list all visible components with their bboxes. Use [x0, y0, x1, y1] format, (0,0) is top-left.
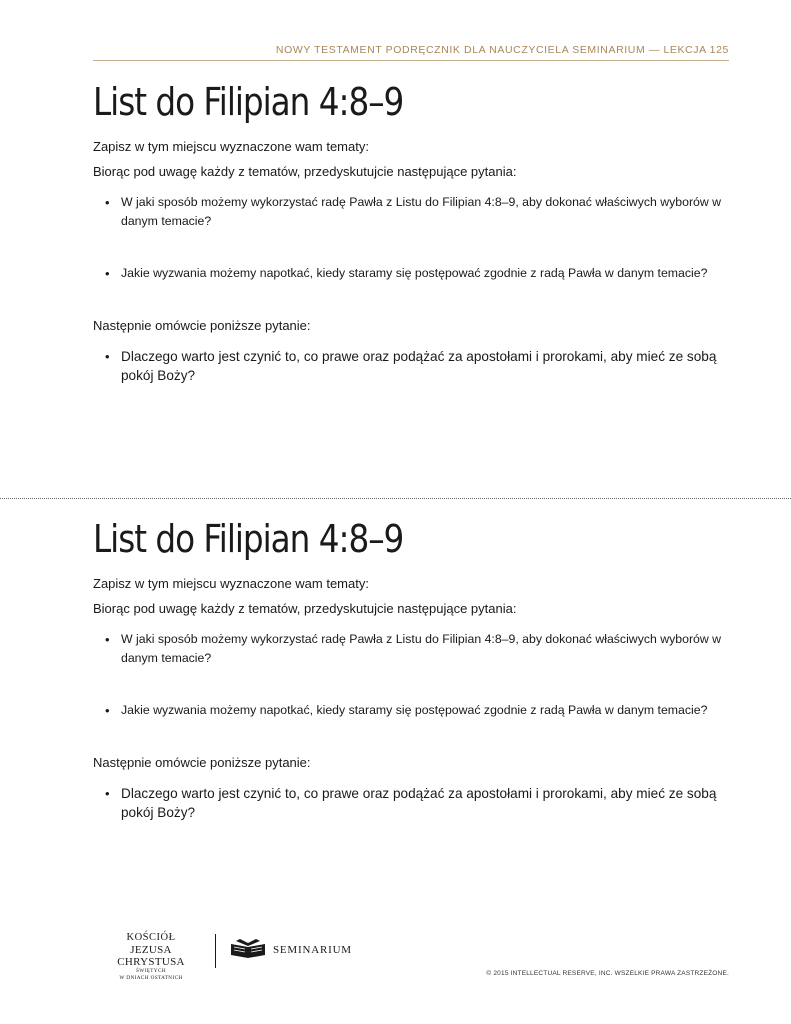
bullet-icon: •: [105, 632, 110, 647]
bullet-icon: •: [105, 349, 110, 364]
final-question-list: [93, 347, 733, 385]
question-text: W jaki sposób możemy wykorzystać radę Pawła z Listu do Filipian 4:8–9, aby dokonać właściwych wyborów w danym temacie?: [121, 195, 722, 228]
handout-top: [93, 80, 733, 420]
question-text: Jakie wyzwania możemy napotkać, kiedy staramy się postępować zgodnie z radą Pawła w danym temacie?: [121, 266, 708, 280]
question-text: Jakie wyzwania możemy napotkać, kiedy staramy się postępować zgodnie z radą Pawła w danym temacie?: [121, 703, 708, 717]
cut-line: [0, 498, 791, 499]
header-rule: [93, 60, 729, 61]
next-question-intro: Następnie omówcie poniższe pytanie:: [93, 755, 311, 770]
question-list: [93, 630, 733, 668]
running-header: NOWY TESTAMENT PODRĘCZNIK DLA NAUCZYCIELA SEMINARIUM — LEKCJA 125: [275, 44, 729, 56]
list-item: [93, 347, 733, 385]
topics-instruction: Zapisz w tym miejscu wyznaczone wam tematy:: [93, 576, 369, 591]
question-text: Dlaczego warto jest czynić to, co prawe oraz podążać za apostołami i prorokami, aby mieć ze sobą pokój Boży?: [121, 786, 717, 820]
copyright-notice: © 2015 INTELLECTUAL RESERVE, INC. WSZELKIE PRAWA ZASTRZEŻONE.: [486, 970, 729, 977]
church-logo: [96, 932, 206, 982]
bullet-icon: •: [105, 195, 110, 210]
seminary-label: SEMINARIUM: [273, 944, 352, 956]
list-item: [93, 701, 733, 720]
open-book-icon: [228, 938, 268, 960]
bullet-icon: •: [105, 703, 110, 718]
church-logo-line: ŚWIĘTYCH: [136, 968, 166, 974]
church-logo-line: JEZUSA CHRYSTUSA: [117, 944, 185, 968]
logo-divider: [215, 934, 216, 968]
handout-bottom: [93, 517, 733, 857]
question-text: W jaki sposób możemy wykorzystać radę Pawła z Listu do Filipian 4:8–9, aby dokonać właściwych wyborów w danym temacie?: [121, 632, 722, 665]
bullet-icon: •: [105, 266, 110, 281]
church-logo-line: KOŚCIÓŁ: [126, 932, 176, 943]
question-text: Dlaczego warto jest czynić to, co prawe oraz podążać za apostołami i prorokami, aby mieć ze sobą pokój Boży?: [121, 349, 717, 383]
list-item: [93, 784, 733, 822]
handout-title: List do Filipian 4:8–9: [93, 80, 404, 124]
final-question-list: [93, 784, 733, 822]
list-item: [93, 193, 733, 231]
next-question-intro: Następnie omówcie poniższe pytanie:: [93, 318, 311, 333]
topics-instruction: Zapisz w tym miejscu wyznaczone wam tematy:: [93, 139, 369, 154]
bullet-icon: •: [105, 786, 110, 801]
list-item: [93, 630, 733, 668]
discussion-intro: Biorąc pod uwagę każdy z tematów, przedyskutujcie następujące pytania:: [93, 601, 517, 616]
question-list: [93, 193, 733, 231]
discussion-intro: Biorąc pod uwagę każdy z tematów, przedyskutujcie następujące pytania:: [93, 164, 517, 179]
list-item: [93, 264, 733, 283]
handout-title: List do Filipian 4:8–9: [93, 517, 404, 561]
church-logo-line: W DNIACH OSTATNICH: [119, 975, 183, 981]
question-list: [93, 264, 733, 283]
question-list: [93, 701, 733, 720]
